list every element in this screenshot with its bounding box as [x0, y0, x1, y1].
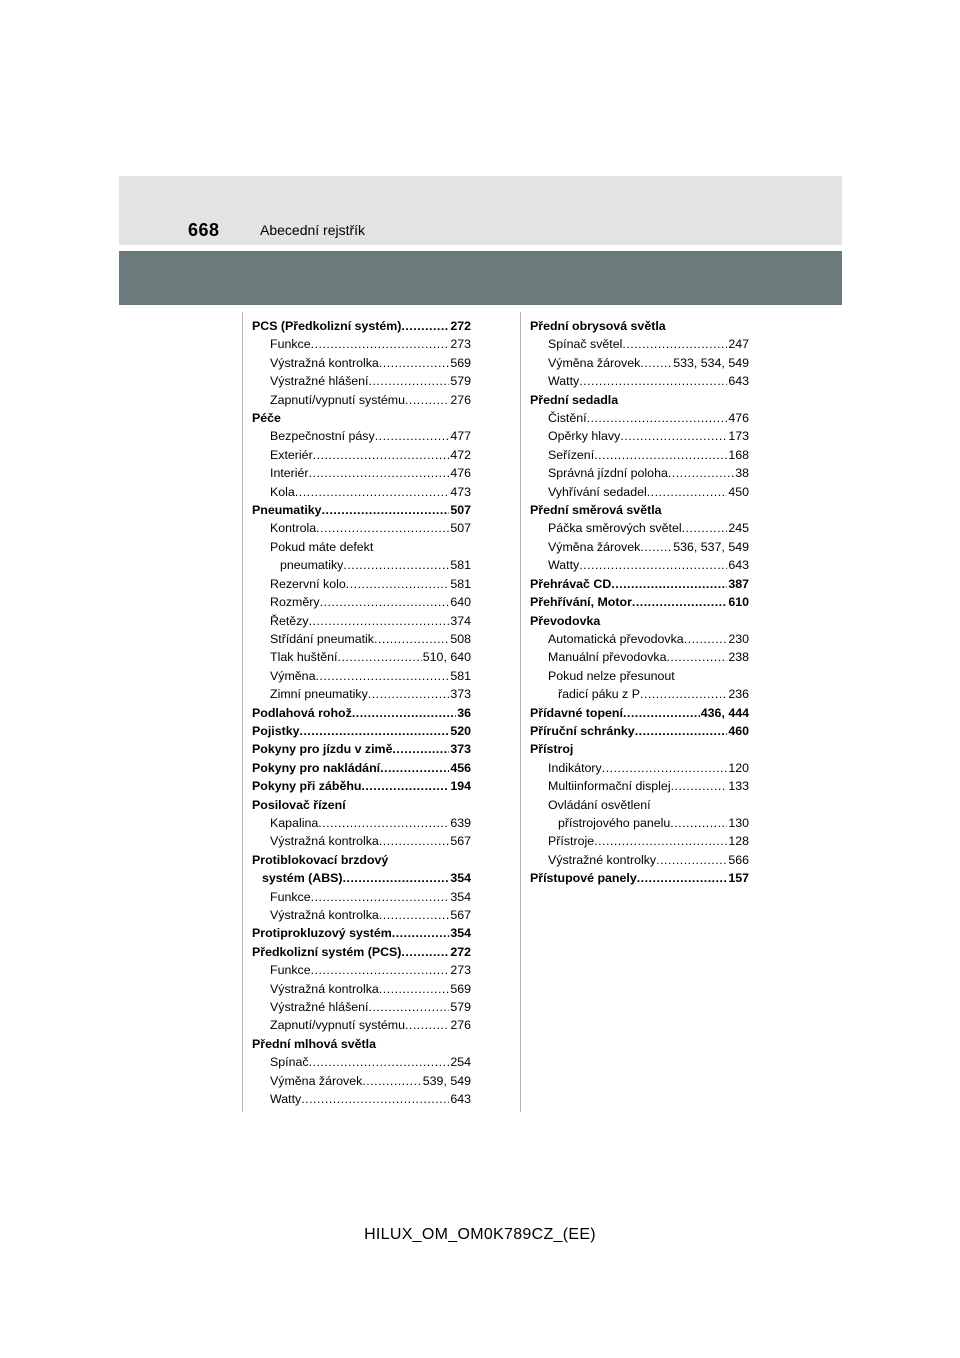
index-entry [252, 372, 471, 390]
index-entry-label: Správná jízdní poloha [548, 466, 668, 481]
index-entry [252, 888, 471, 906]
index-entry-label: Pokyny při záběhu [252, 779, 362, 794]
index-entry [530, 575, 749, 593]
index-entry [530, 759, 749, 777]
index-entry [530, 832, 749, 850]
index-entry [530, 335, 749, 353]
dot-leader [379, 906, 450, 924]
index-entry-page: 276 [450, 392, 471, 407]
dot-leader [670, 814, 727, 832]
index-entry [252, 501, 471, 519]
index-entry [530, 796, 749, 814]
dot-leader [311, 335, 450, 353]
index-entry-page: 639 [450, 815, 471, 830]
index-entry [530, 464, 749, 482]
index-entry-page: 354 [450, 926, 471, 941]
index-entry [252, 814, 471, 832]
index-entry-label: Rezervní kolo [270, 576, 346, 591]
index-entry-label: Rozměry [270, 595, 320, 610]
index-entry-label: řadicí páku z P [558, 687, 640, 702]
index-entry [530, 409, 749, 427]
dot-leader [311, 888, 450, 906]
index-entry-label: Kontrola [270, 521, 317, 536]
index-entry-page: 579 [450, 374, 471, 389]
index-entry-label: Automatická převodovka [548, 631, 684, 646]
index-entry-page: 640 [450, 595, 471, 610]
dot-leader [392, 740, 449, 758]
dot-leader [668, 464, 734, 482]
index-entry [252, 317, 471, 335]
dot-leader [311, 961, 450, 979]
index-entry-label: Výstražná kontrolka [270, 908, 379, 922]
dot-leader [375, 427, 450, 445]
index-entry-page: 473 [450, 484, 471, 499]
column-divider-middle [520, 312, 521, 1112]
dot-leader [318, 814, 449, 832]
index-entry-page: 507 [450, 503, 471, 518]
index-entry [530, 391, 749, 409]
index-entry [530, 446, 749, 464]
index-entry-page: 581 [450, 576, 471, 591]
index-entry [252, 1090, 471, 1108]
index-entry-label: Multiinformační displej [548, 779, 671, 794]
index-entry-page: 247 [728, 337, 749, 352]
dot-leader [647, 483, 728, 501]
dot-leader [632, 593, 727, 611]
index-entry [530, 722, 749, 740]
dot-leader [656, 851, 727, 869]
index-entry-page: 579 [450, 1000, 471, 1015]
index-entry [252, 612, 471, 630]
index-entry-label: přístrojového panelu [558, 815, 671, 830]
dot-leader [362, 1072, 421, 1090]
dot-leader [392, 924, 450, 942]
index-entry [252, 777, 471, 795]
index-entry [530, 612, 749, 630]
dot-leader [309, 612, 450, 630]
index-entry-label: Přehrávač CD [530, 576, 612, 591]
document-code: HILUX_OM_OM0K789CZ_(EE) [364, 1226, 596, 1243]
dot-leader [379, 354, 450, 372]
index-entry-page: 157 [728, 871, 749, 886]
index-entry [252, 391, 471, 409]
dot-leader [637, 869, 728, 887]
index-entry [252, 667, 471, 685]
index-entry [530, 630, 749, 648]
index-entry [252, 464, 471, 482]
index-entry-label: Protiprokluzový systém [252, 926, 392, 941]
index-entry-page: 354 [450, 871, 471, 886]
index-entry-label: Funkce [270, 889, 311, 904]
index-entry-label: Přístupové panely [530, 871, 637, 886]
index-entry-label: Kapalina [270, 815, 319, 830]
dot-leader [635, 722, 728, 740]
index-entry-label: Protiblokovací brzdový [252, 852, 389, 867]
index-entry [252, 924, 471, 942]
index-entry-page: 173 [728, 429, 749, 444]
dot-leader [640, 685, 727, 703]
index-entry [530, 685, 749, 703]
index-entry [530, 483, 749, 501]
index-entry-label: Posilovač řízení [252, 797, 346, 812]
index-entry-page: 507 [450, 521, 471, 536]
index-entry-page: 272 [450, 944, 471, 959]
index-entry-page: 374 [450, 613, 471, 628]
index-entry-label: Čistění [548, 411, 587, 426]
index-entry [530, 851, 749, 869]
dot-leader [309, 464, 450, 482]
index-entry-label: Podlahová rohož [252, 705, 352, 720]
header-band [119, 176, 842, 245]
dot-leader [401, 317, 449, 335]
column-divider-left [242, 312, 243, 1112]
index-entry [252, 740, 471, 758]
index-entry [252, 961, 471, 979]
index-entry-label: Přední mlhová světla [252, 1036, 376, 1051]
dot-leader [295, 483, 450, 501]
index-entry [252, 759, 471, 777]
index-entry-page: 460 [728, 723, 749, 738]
index-entry-label: Převodovka [530, 613, 601, 628]
index-entry [252, 998, 471, 1016]
index-entry [530, 777, 749, 795]
dot-leader [640, 354, 672, 372]
index-entry-label: Tlak huštění [270, 650, 338, 665]
dot-leader [313, 446, 450, 464]
index-entry-page: 238 [728, 650, 749, 665]
index-entry [252, 1035, 471, 1053]
index-entry-label: Watty [548, 374, 580, 389]
index-entry [252, 1016, 471, 1034]
dot-leader [346, 575, 450, 593]
index-entry [252, 483, 471, 501]
index-entry-label: Spínač světel [548, 337, 623, 352]
dot-leader [594, 446, 727, 464]
index-entry [252, 446, 471, 464]
index-entry [252, 832, 471, 850]
index-entry-label: Přední sedadla [530, 392, 619, 407]
index-entry [530, 593, 749, 611]
index-entry-label: Péče [252, 411, 281, 426]
index-entry [252, 851, 471, 869]
index-entry-page: 476 [450, 466, 471, 481]
index-entry-page: 508 [450, 631, 471, 646]
index-entry-label: Přídavné topení [530, 705, 623, 720]
dot-leader [587, 409, 728, 427]
index-entry-page: 472 [450, 447, 471, 462]
index-entry-page: 476 [728, 411, 749, 426]
index-entry-label: Interiér [270, 466, 309, 481]
index-entry [530, 354, 749, 372]
dot-leader [322, 501, 450, 519]
index-entry [252, 648, 471, 666]
index-entry-label: Vyhřívání sedadel [548, 484, 647, 499]
dot-leader [405, 391, 449, 409]
index-entry-label: Přístroje [548, 834, 595, 849]
index-entry-page: 387 [728, 576, 749, 591]
index-entry [530, 556, 749, 574]
index-entry-label: Spínač [270, 1055, 309, 1070]
index-entry [252, 704, 471, 722]
index-entry-page: 533, 534, 549 [673, 355, 749, 370]
dot-leader [343, 556, 449, 574]
dot-leader [682, 519, 728, 537]
index-entry-label: Indikátory [548, 760, 602, 775]
index-entry [252, 409, 471, 427]
index-entry-page: 566 [728, 852, 749, 867]
index-entry-label: Výstražné hlášení [270, 374, 369, 389]
index-entry-label: Exteriér [270, 447, 313, 462]
index-entry-page: 510, 640 [422, 650, 471, 665]
index-entry-label: Výstražná kontrolka [270, 834, 379, 849]
index-entry-page: 569 [450, 355, 471, 370]
dot-leader [315, 667, 449, 685]
dot-leader [368, 685, 450, 703]
index-entry-label: Opěrky hlavy [548, 429, 621, 444]
index-entry [530, 648, 749, 666]
dot-leader [602, 759, 728, 777]
index-entry-page: 168 [728, 447, 749, 462]
dot-leader [309, 1053, 450, 1071]
dot-leader [666, 648, 727, 666]
dot-leader [343, 869, 450, 887]
index-entry-page: 456 [450, 760, 471, 775]
index-entry [252, 980, 471, 998]
dot-leader [640, 538, 672, 556]
index-entry-label: Přední směrová světla [530, 503, 662, 518]
dot-leader [623, 704, 700, 722]
index-entry-label: pneumatiky [280, 558, 344, 573]
index-entry-label: Zapnutí/vypnutí systému [270, 392, 405, 407]
index-entry-page: 536, 537, 549 [673, 539, 749, 554]
index-entry [530, 372, 749, 390]
index-entry [252, 722, 471, 740]
index-entry-page: 643 [450, 1092, 471, 1107]
index-entry-page: 643 [728, 558, 749, 573]
index-entry [252, 906, 471, 924]
index-entry [252, 519, 471, 537]
index-entry-label: Kola [270, 484, 295, 499]
index-entry-label: Watty [548, 558, 580, 573]
index-entry-label: Řetězy [270, 613, 309, 628]
index-entry-label: Pokud máte defekt [270, 539, 374, 554]
dot-leader [369, 998, 450, 1016]
index-entry-label: Funkce [270, 963, 311, 978]
index-entry-label: Pojistky [252, 723, 300, 738]
index-entry-page: 581 [450, 558, 471, 573]
dot-leader [622, 335, 727, 353]
index-entry-label: Ovládání osvětlení [548, 797, 651, 812]
index-entry [252, 685, 471, 703]
index-entry [252, 427, 471, 445]
index-entry-page: 273 [450, 963, 471, 978]
index-entry-label: Pokyny pro jízdu v zimě [252, 742, 393, 757]
index-entry-page: 373 [450, 687, 471, 702]
index-entry-label: Přehřívání, Motor [530, 595, 632, 610]
index-entry [252, 556, 471, 574]
dot-leader [579, 372, 727, 390]
dot-leader [579, 556, 727, 574]
index-entry-label: Páčka směrových světel [548, 521, 682, 536]
index-entry-label: Výměna žárovek [548, 355, 641, 370]
index-entry-page: 477 [450, 429, 471, 444]
index-entry-page: 254 [450, 1055, 471, 1070]
index-entry-page: 581 [450, 668, 471, 683]
index-entry-label: Pokyny pro nakládání [252, 760, 381, 775]
dot-leader [611, 575, 727, 593]
index-entry-label: Příruční schránky [530, 723, 635, 738]
index-entry-page: 567 [450, 834, 471, 849]
dot-leader [594, 832, 727, 850]
dot-leader [352, 704, 456, 722]
index-entry-label: systém (ABS) [262, 871, 343, 886]
index-entry-label: Zimní pneumatiky [270, 687, 368, 702]
index-entry-page: 36 [457, 705, 471, 720]
index-entry-page: 245 [728, 521, 749, 536]
index-entry-label: Výměna žárovek [270, 1073, 363, 1088]
index-column-left [252, 317, 471, 1108]
index-entry [530, 538, 749, 556]
index-entry-page: 133 [728, 779, 749, 794]
index-entry-page: 569 [450, 981, 471, 996]
dot-leader [380, 759, 449, 777]
index-entry-label: Výměna [270, 668, 316, 683]
index-entry-label: Střídání pneumatik [270, 631, 375, 646]
index-entry [530, 704, 749, 722]
dot-leader [379, 980, 450, 998]
index-entry-page: 236 [728, 687, 749, 702]
index-entry-label: Výstražná kontrolka [270, 355, 379, 370]
dot-leader [405, 1016, 449, 1034]
index-entry-page: 520 [450, 723, 471, 738]
index-entry [252, 1072, 471, 1090]
index-entry-label: Přístroj [530, 742, 574, 757]
index-entry [530, 740, 749, 758]
index-entry-page: 373 [450, 742, 471, 757]
dot-leader [301, 1090, 449, 1108]
dot-leader [684, 630, 728, 648]
dot-leader [338, 648, 422, 666]
index-entry [530, 667, 749, 685]
dot-leader [671, 777, 728, 795]
index-entry [252, 943, 471, 961]
index-entry-label: Výměna žárovek [548, 539, 641, 554]
index-entry-label: Funkce [270, 337, 311, 352]
index-entry-label: Pneumatiky [252, 503, 322, 518]
index-entry [530, 317, 749, 335]
index-entry [530, 519, 749, 537]
index-entry-label: Watty [270, 1092, 302, 1107]
dot-leader [300, 722, 450, 740]
index-entry [530, 869, 749, 887]
index-entry-label: Výstražné kontrolky [548, 852, 657, 867]
dot-leader [401, 943, 449, 961]
dot-leader [320, 593, 450, 611]
index-entry-page: 128 [728, 834, 749, 849]
dot-leader [316, 519, 449, 537]
index-entry [252, 1053, 471, 1071]
index-entry-label: Seřízení [548, 447, 595, 462]
index-entry-page: 567 [450, 908, 471, 922]
index-entry-label: Přední obrysová světla [530, 319, 666, 333]
index-entry-page: 539, 549 [422, 1073, 471, 1088]
index-entry [530, 501, 749, 519]
index-column-right [530, 317, 749, 888]
dot-leader [361, 777, 449, 795]
index-entry-page: 272 [450, 319, 471, 333]
index-entry-label: Výstražná kontrolka [270, 981, 379, 996]
section-banner [119, 251, 842, 305]
index-entry-page: 273 [450, 337, 471, 352]
dot-leader [620, 427, 727, 445]
page-number: 668 [188, 220, 220, 240]
index-entry-page: 120 [728, 760, 749, 775]
dot-leader [369, 372, 450, 390]
index-entry-page: 450 [728, 484, 749, 499]
index-entry-page: 230 [728, 631, 749, 646]
index-entry-label: PCS (Předkolizní systém) [252, 319, 402, 333]
index-entry-page: 354 [450, 889, 471, 904]
index-entry [530, 814, 749, 832]
dot-leader [379, 832, 450, 850]
index-entry-page: 643 [728, 374, 749, 389]
index-entry-page: 130 [728, 815, 749, 830]
index-entry [252, 354, 471, 372]
index-entry-page: 194 [450, 779, 471, 794]
index-entry [252, 796, 471, 814]
index-entry-page: 436, 444 [700, 705, 749, 720]
index-entry-page: 38 [735, 466, 749, 481]
index-entry-label: Zapnutí/vypnutí systému [270, 1018, 405, 1033]
index-entry-label: Bezpečnostní pásy [270, 429, 375, 444]
index-entry [530, 427, 749, 445]
index-entry-label: Výstražné hlášení [270, 1000, 369, 1015]
index-entry [252, 869, 471, 887]
index-entry-page: 276 [450, 1018, 471, 1033]
section-title: Abecední rejstřík [260, 222, 366, 238]
index-entry [252, 335, 471, 353]
index-entry [252, 593, 471, 611]
index-entry-label: Pokud nelze přesunout [548, 668, 675, 683]
dot-leader [374, 630, 449, 648]
index-entry [252, 575, 471, 593]
index-entry [252, 538, 471, 556]
index-entry-page: 610 [728, 595, 749, 610]
index-entry [252, 630, 471, 648]
index-entry-label: Manuální převodovka [548, 650, 667, 665]
index-entry-label: Předkolizní systém (PCS) [252, 944, 402, 959]
